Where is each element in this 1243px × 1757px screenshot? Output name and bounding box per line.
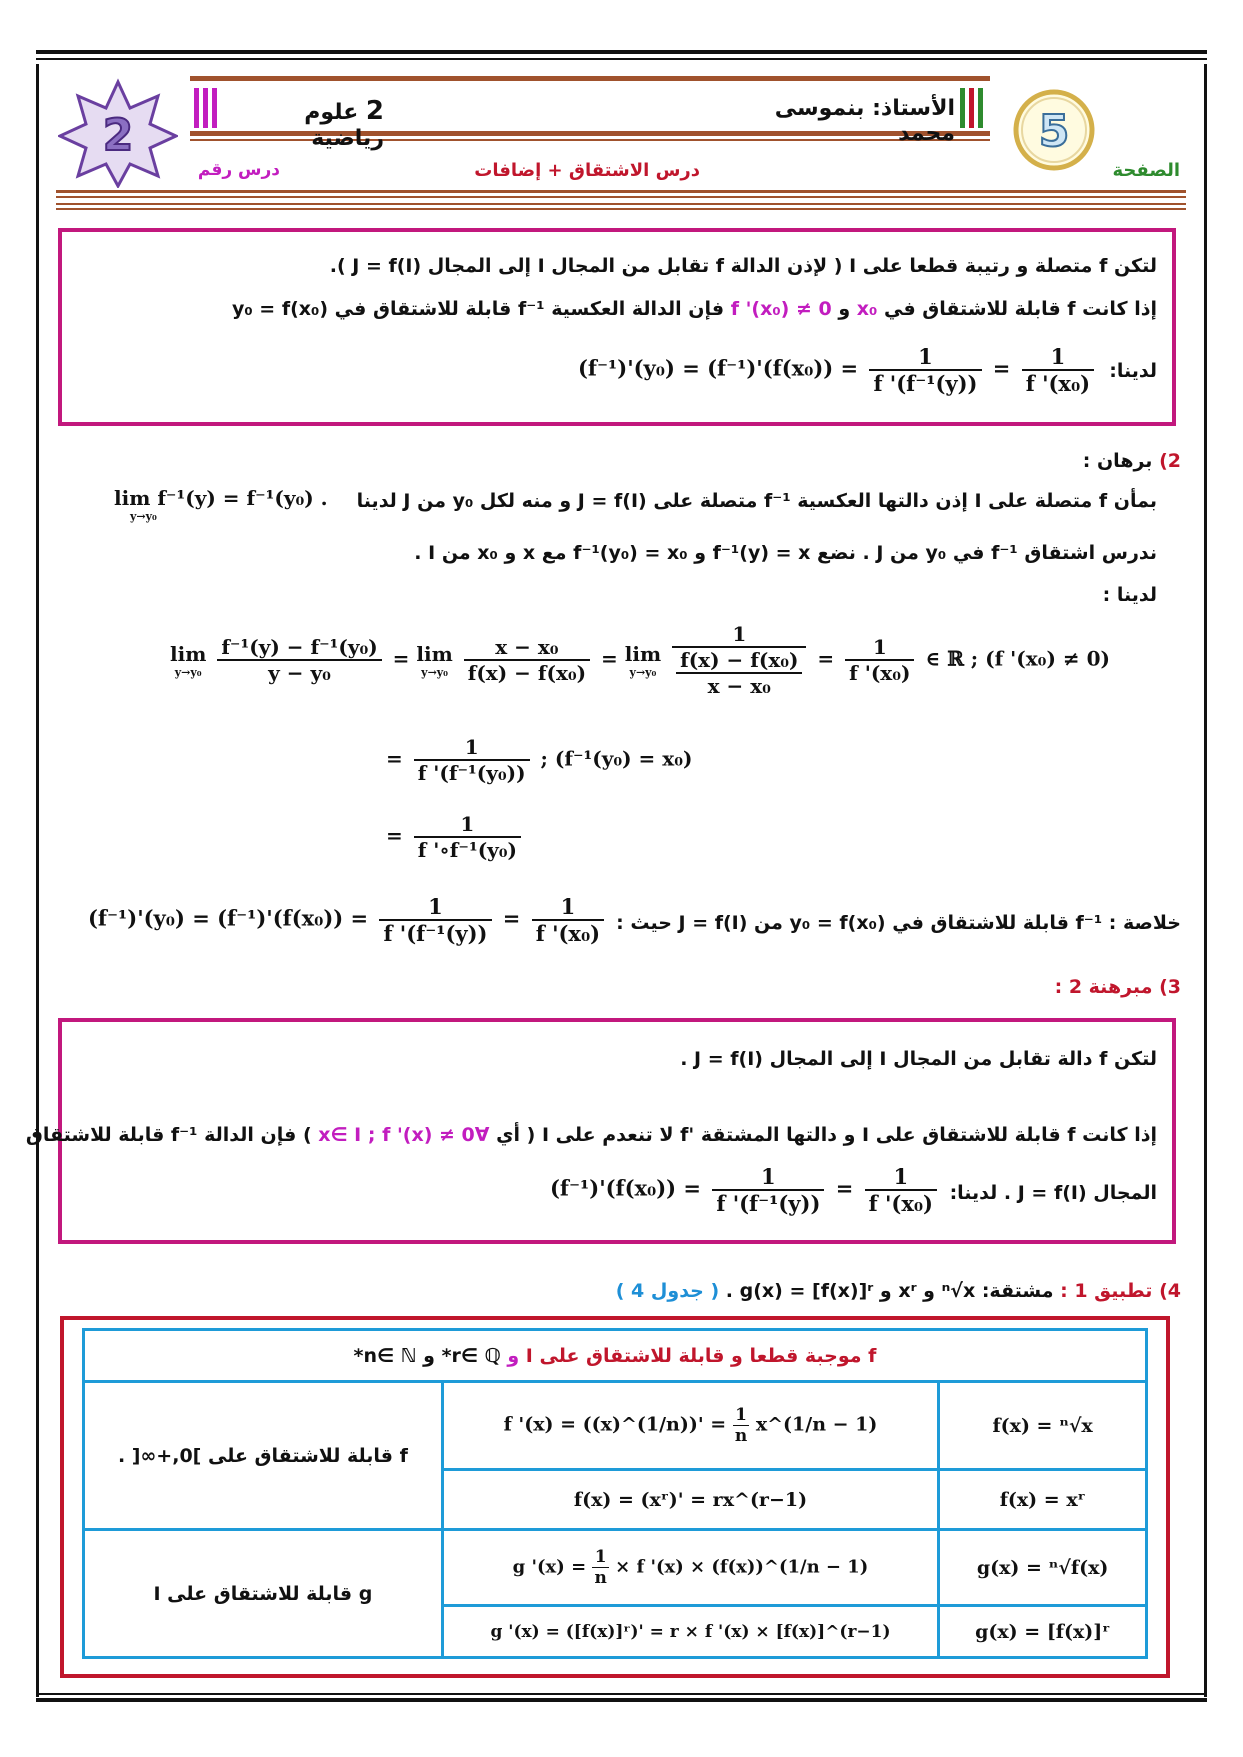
header-bottom-bar-1 xyxy=(56,190,1186,193)
row4-derivative: g '(x) = ([f(x)]ʳ)' = r × f '(x) × [f(x)]^(r−1) xyxy=(442,1606,938,1658)
top-border xyxy=(36,50,1207,54)
header-bottom-bar-3 xyxy=(56,203,1186,205)
left-border xyxy=(36,64,39,1697)
theorem2-line2: إذا كانت f قابلة للاشتقاق على I و دالتها المشتقة 'f لا تنعدم على I ( أي ∀x∈ I ; f '(x) ≠ 0 ) فإن الدالة f⁻¹ قابلة للاشتقاق xyxy=(25,1124,1157,1146)
row3-function: g(x) = ⁿ√f(x) xyxy=(939,1530,1147,1606)
star-badge-icon xyxy=(58,78,178,188)
row4-function: g(x) = [f(x)]ʳ xyxy=(939,1606,1147,1658)
row1-derivative: f '(x) = ((x)^(1/n))' = $\frac{1}{n}$ x^(1/n − 1) xyxy=(442,1382,938,1470)
bottom-border xyxy=(36,1698,1207,1702)
proof-line1: بمأن f متصلة على I إذن دالتها العكسية f⁻¹ متصلة على J = f(I) و منه لكل y₀ من J لدينا xyxy=(356,490,1157,512)
table-header: f موجبة قطعا و قابلة للاشتقاق على I و r∈ ℚ* و n∈ ℕ* xyxy=(84,1330,1147,1382)
theorem1-line3-label: لدينا: xyxy=(1109,360,1157,382)
top-border-thin xyxy=(36,58,1207,60)
page-number-circle xyxy=(1012,88,1096,172)
group1-condition: f قابلة للاشتقاق على ]0,+∞[ . xyxy=(84,1382,443,1530)
svg-text:5: 5 xyxy=(1038,106,1070,157)
stripes-right xyxy=(960,88,983,132)
theorem2-formula: (f⁻¹)'(f(x₀)) = $\frac{1}{\text{f '(f⁻¹(y))}}$ = $\frac{1}{\text{f '(x₀)}}$ xyxy=(550,1164,941,1216)
proof-line1-limit: lim f⁻¹(y) = f⁻¹(y₀) . y→y₀ xyxy=(114,486,328,523)
lesson-number-label: درس رقم xyxy=(197,160,280,180)
row2-function: f(x) = xʳ xyxy=(939,1470,1147,1530)
stripes-left xyxy=(194,88,217,132)
row3-derivative: g '(x) = $\frac{1}{n}$ × f '(x) × (f(x))^(1/n − 1) xyxy=(442,1530,938,1606)
proof-summary-formula: (f⁻¹)'(y₀) = (f⁻¹)'(f(x₀)) = $\frac{1}{\text{f '(f⁻¹(y))}}$ = $\frac{1}{\text{f '(x₀)}}$ xyxy=(88,894,608,946)
group2-condition: g قابلة للاشتقاق على I xyxy=(84,1530,443,1658)
header-bottom-bar-4 xyxy=(56,208,1186,210)
proof-heading: 2) برهان : xyxy=(1082,450,1181,472)
application-heading: 4) تطبيق 1 : مشتقة: ⁿ√x و xʳ و g(x) = [f(x)]ʳ . ( جدول 4 ) xyxy=(615,1280,1181,1302)
proof-summary: خلاصة : f⁻¹ قابلة للاشتقاق في y₀ = f(x₀) من J = f(I) حيث : xyxy=(616,912,1181,934)
theorem2-line3: المجال J = f(I) . لدينا: xyxy=(949,1182,1157,1204)
proof-derivation-row3: = $\frac{1}{\text{f '∘f⁻¹(y₀)}}$ xyxy=(386,812,525,862)
bottom-border-thin xyxy=(36,1693,1207,1695)
theorem1-line1: لتكن f متصلة و رتيبة قطعا على I ( لإذن الدالة f تقابل من المجال I إلى المجال J = f(I) ). xyxy=(329,255,1157,277)
header-bottom-bar-2 xyxy=(56,196,1186,198)
proof-derivation-row1: lim y→y₀ $\frac{\text{f⁻¹(y) − f⁻¹(y₀)}}{\text{y − y₀}}$ = lim y→y₀ $\frac{\text{x − x₀}}{\text{f(x) − f(x₀)}}$ = lim y→y₀ $\frac{1}{\frac{\text{f(x) − f(x₀)}}{\text{x − x₀}}}$ = $\frac{1}{\text{f '(x₀)}}$ ∈ ℝ ; (f '(x₀) ≠ 0) xyxy=(170,622,1110,698)
theorem2-heading: 3) مبرهنة 2 : xyxy=(1054,976,1181,998)
theorem1-line2: إذا كانت f قابلة للاشتقاق في x₀ و f '(x₀) ≠ 0 فإن الدالة العكسية f⁻¹ قابلة للاشتقاق في y₀ = f(x₀) xyxy=(231,298,1157,320)
proof-line3: لدينا : xyxy=(1102,584,1157,606)
proof-derivation-row2: = $\frac{1}{\text{f '(f⁻¹(y₀))}}$ ; (f⁻¹(y₀) = x₀) xyxy=(386,735,693,785)
row2-derivative: f(x) = (xʳ)' = rx^(r−1) xyxy=(442,1470,938,1530)
row1-function: f(x) = ⁿ√x xyxy=(939,1382,1147,1470)
svg-text:2: 2 xyxy=(102,110,134,161)
lesson-title: درس الاشتقاق + إضافات xyxy=(474,160,700,181)
teacher-name: الأستاذ: بنموسى محمد xyxy=(774,96,955,146)
theorem1-formula: (f⁻¹)'(y₀) = (f⁻¹)'(f(x₀)) = $\frac{1}{\text{f '(f⁻¹(y))}}$ = $\frac{1}{\text{f '(x₀)}}$ xyxy=(578,344,1098,396)
derivative-table xyxy=(82,1328,1148,1659)
theorem2-line1: لتكن f دالة تقابل من المجال I إلى المجال J = f(I) . xyxy=(680,1048,1157,1070)
page-label: الصفحة xyxy=(1112,160,1180,181)
proof-line2: ندرس اشتقاق f⁻¹ في y₀ من J . نضع f⁻¹(y) = x و f⁻¹(y₀) = x₀ مع x و x₀ من I . xyxy=(414,542,1157,564)
right-border xyxy=(1204,64,1207,1697)
level-title: 2 علوم رياضية xyxy=(304,96,384,151)
header-top-bar xyxy=(190,76,990,81)
